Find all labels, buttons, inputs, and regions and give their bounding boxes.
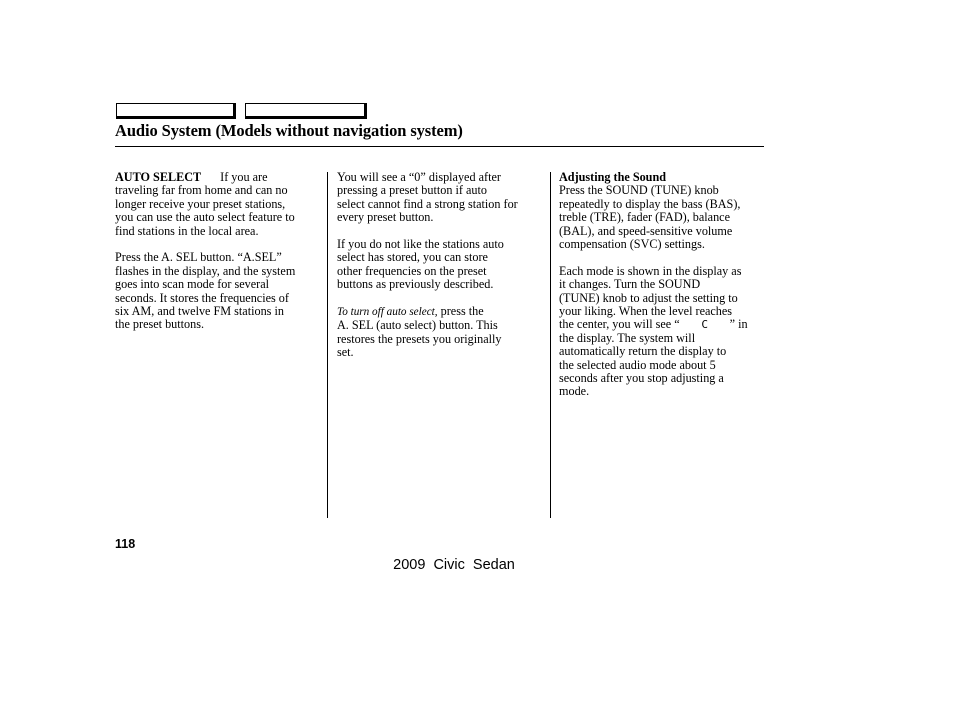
press-asel-paragraph <box>115 251 323 331</box>
text-line: Each mode is shown in the display as <box>559 263 742 278</box>
center-line-post: ” in <box>729 317 748 332</box>
turn-off-rest: press the <box>437 304 484 319</box>
page-number: 118 <box>115 537 136 551</box>
text-line: pressing a preset button if auto <box>337 183 487 198</box>
text-line: the display. The system will <box>559 330 696 345</box>
zero-displayed-paragraph <box>337 171 545 225</box>
text-line: automatically return the display to <box>559 344 727 359</box>
text-line: traveling far from home and can no <box>115 183 288 198</box>
text-line: mode. <box>559 384 590 399</box>
text-line: buttons as previously described. <box>337 277 494 292</box>
text-line: the preset buttons. <box>115 317 205 332</box>
text-line: (BAL), and speed-sensitive volume <box>559 223 733 238</box>
text-line: other frequencies on the preset <box>337 263 487 278</box>
text-line: Press the A. SEL button. “A.SEL” <box>115 250 282 265</box>
auto-select-heading: AUTO SELECT <box>115 170 202 184</box>
auto-select-line-1: If you are <box>220 170 268 184</box>
text-line: select cannot find a strong station for <box>337 196 518 211</box>
text-line: repeatedly to display the bass (BAS), <box>559 196 741 211</box>
center-indicator-icon: C <box>701 318 708 332</box>
column-divider-1 <box>327 172 328 518</box>
adjusting-sound-paragraph <box>559 171 767 251</box>
text-line: longer receive your preset stations, <box>115 196 286 211</box>
text-line: six AM, and twelve FM stations in <box>115 304 284 319</box>
turn-off-auto-select-paragraph <box>337 305 545 360</box>
text-line: A. SEL (auto select) button. This <box>337 318 498 333</box>
column-2 <box>337 171 545 373</box>
title-rule <box>115 146 764 147</box>
column-3 <box>559 171 767 412</box>
text-line: the selected audio mode about 5 <box>559 357 716 372</box>
text-line: every preset button. <box>337 210 434 225</box>
text-line: seconds after you stop adjusting a <box>559 371 724 386</box>
text-line: restores the presets you originally <box>337 331 502 346</box>
section-tab-2 <box>245 103 367 119</box>
column-divider-2 <box>550 172 551 518</box>
text-line: You will see a “0” displayed after <box>337 170 501 184</box>
each-mode-paragraph <box>559 265 767 399</box>
text-line: find stations in the local area. <box>115 223 259 238</box>
store-other-frequencies-paragraph <box>337 238 545 292</box>
page-title: Audio System (Models without navigation system) <box>115 121 463 140</box>
text-line: your liking. When the level reaches <box>559 304 733 319</box>
text-line: compensation (SVC) settings. <box>559 237 705 252</box>
text-line: If you do not like the stations auto <box>337 237 504 252</box>
text-line: flashes in the display, and the system <box>115 263 296 278</box>
section-tab-1 <box>116 103 236 119</box>
adjusting-sound-heading: Adjusting the Sound <box>559 170 667 184</box>
footer-model: 2009 Civic Sedan <box>393 557 515 573</box>
auto-select-paragraph <box>115 171 323 238</box>
turn-off-italic-lead: To turn off auto select, <box>337 306 438 319</box>
text-line: (TUNE) knob to adjust the setting to <box>559 290 738 305</box>
text-line: seconds. It stores the frequencies of <box>115 290 289 305</box>
text-line: Press the SOUND (TUNE) knob <box>559 183 719 198</box>
center-line-pre: the center, you will see “ <box>559 317 680 332</box>
text-line: goes into scan mode for several <box>115 277 269 292</box>
text-line: select has stored, you can store <box>337 250 488 265</box>
text-line: you can use the auto select feature to <box>115 210 295 225</box>
column-1 <box>115 171 323 345</box>
text-line: it changes. Turn the SOUND <box>559 277 701 292</box>
text-line: treble (TRE), fader (FAD), balance <box>559 210 730 225</box>
text-line: set. <box>337 345 354 360</box>
